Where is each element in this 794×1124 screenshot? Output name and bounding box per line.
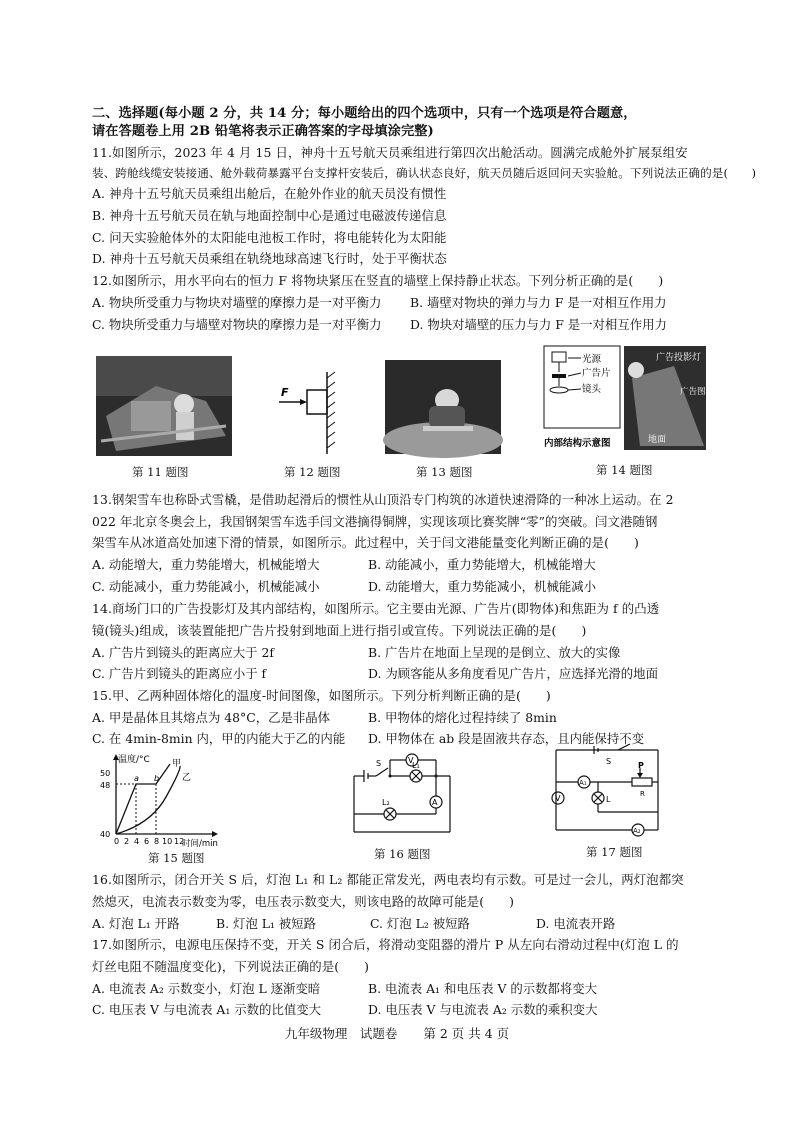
q16-stem-1: 16.如图所示，闭合开关 S 后，灯泡 L₁ 和 L₂ 都能正常发光，两电表均有示数。可是过一会儿，两灯泡都突	[92, 872, 684, 887]
fig15-xlabel: 时间/min	[182, 839, 218, 849]
fig17-caption: 第 17 题图	[586, 845, 643, 859]
q13-option-a: A. 动能增大，重力势能增大，机械能增大	[92, 557, 320, 572]
q16-option-b: B. 灯泡 L₁ 被短路	[216, 916, 317, 931]
fig15-point-a: a	[134, 774, 139, 783]
fig17-slider-label: P	[638, 761, 644, 770]
fig17-switch-label: S	[606, 757, 612, 766]
q12-option-c: C. 物块所受重力与墙壁对物块的摩擦力是一对平衡力	[92, 317, 382, 332]
q13-stem-2: 022 年北京冬奥会上，我国钢架雪车选手闫文港摘得铜牌，实现该项比赛奖牌“零”的突破。闫文港随钢	[92, 514, 658, 529]
fig15-curve-yi	[116, 766, 180, 834]
q17-option-c: C. 电压表 V 与电流表 A₁ 示数的比值变大	[92, 1002, 322, 1017]
section-header-line-1: 二、选择题(每小题 2 分，共 14 分；每小题给出的四个选项中，只有一个选项是符合题意，	[92, 106, 637, 121]
fig13-photo	[385, 360, 501, 454]
q11-option-a: A. 神舟十五号航天员乘组出舱后，在舱外作业的航天员没有惯性	[92, 186, 447, 201]
q16-option-c: C. 灯泡 L₂ 被短路	[370, 916, 470, 931]
q17-option-a: A. 电流表 A₂ 示数变小，灯泡 L 逐渐变暗	[92, 981, 321, 996]
fig16-voltmeter-label: V	[408, 756, 414, 765]
q11-option-c: C. 问天实验舱体外的太阳能电池板工作时，将电能转化为太阳能	[92, 230, 447, 245]
fig12-diagram	[275, 372, 345, 454]
q15-option-c: C. 在 4min-8min 内，甲的内能大于乙的内能	[92, 731, 346, 746]
fig12-caption: 第 12 题图	[284, 465, 341, 479]
q14-stem-2: 镜(镜头)组成，该装置能把广告片投射到地面上进行指引或宣传。下列说法正确的是( )	[92, 623, 587, 638]
q12-stem: 12.如图所示，用水平向右的恒力 F 将物块紧压在竖直的墙壁上保持静止状态。下列分析正确的是( )	[92, 273, 664, 288]
q11-stem-2: 装、跨舱线缆安装接通、舱外载荷暴露平台支撑杆安装后，确认状态良好，航天员随后返回问天实验舱。下列说法正确的是( )	[92, 166, 757, 180]
q12-option-d: D. 物块对墙壁的压力与力 F 是一对相互作用力	[410, 317, 667, 332]
fig17-resistor-label: R	[640, 790, 645, 798]
q14-option-c: C. 广告片到镜头的距离应小于 f	[92, 666, 267, 681]
fig12-force-label: F	[281, 386, 289, 399]
fig14-ground-label: 地面	[648, 435, 667, 445]
fig16-l1-label: L₁	[412, 761, 420, 770]
q13-option-d: D. 动能增大，重力势能减小，机械能减小	[368, 579, 597, 594]
fig15-ytick-40: 40	[100, 830, 111, 839]
q13-stem-1: 13.钢架雪车也称卧式雪橇，是借助起滑后的惯性从山顶沿专门构筑的冰道快速滑降的一种冰上运动。在 2	[92, 492, 674, 507]
q16-stem-2: 然熄灭，电流表示数变为零，电压表示数变大，则该电路的故障可能是( )	[92, 894, 515, 909]
page-footer	[0, 1024, 794, 1042]
q17-stem-2: 灯丝电阻不随温度变化)，下列说法正确的是( )	[92, 959, 370, 974]
q17-stem-1: 17.如图所示，电源电压保持不变，开关 S 闭合后，将滑动变阻器的滑片 P 从左向右滑动过程中(灯泡 L 的	[92, 937, 679, 952]
fig14-film-label: 广告片	[582, 368, 611, 379]
fig16-caption: 第 16 题图	[374, 847, 431, 861]
fig14-inner-caption: 内部结构示意图	[544, 438, 611, 449]
fig15-xtick-2: 2	[124, 837, 130, 846]
q15-option-d: D. 甲物体在 ab 段是固液共存态，且内能保持不变	[368, 731, 644, 746]
fig14-pattern-label: 广告图标	[680, 387, 715, 397]
footer-page-number: 第 2 页 共 4 页	[423, 1026, 510, 1041]
q16-option-d: D. 电流表开路	[536, 916, 616, 931]
q13-option-b: B. 动能减小，重力势能增大，机械能增大	[368, 557, 596, 572]
fig17-voltmeter-label: V	[555, 794, 561, 803]
fig17-ammeter2-label: A₂	[633, 827, 641, 835]
q14-option-b: B. 广告片在地面上呈现的是倒立、放大的实像	[368, 645, 621, 660]
q14-stem-1: 14.商场门口的广告投影灯及其内部结构，如图所示。它主要由光源、广告片(即物体)和焦距为 f 的凸透	[92, 601, 660, 616]
q13-option-c: C. 动能减小，重力势能减小，机械能减小	[92, 579, 320, 594]
fig17-ammeter1-label: A₁	[579, 779, 587, 787]
q11-option-b: B. 神舟十五号航天员在轨与地面控制中心是通过电磁波传递信息	[92, 208, 447, 223]
q11-stem-1: 11.如图所示，2023 年 4 月 15 日，神舟十五号航天员乘组进行第四次出舱活动。圆满完成舱外扩展泵组安	[92, 145, 688, 160]
fig16-ammeter-label: A	[432, 798, 438, 807]
q15-stem: 15.甲、乙两种固体熔化的温度-时间图像，如图所示。下列分析判断正确的是( )	[92, 688, 551, 703]
q12-option-a: A. 物块所受重力与物块对墙壁的摩擦力是一对平衡力	[92, 295, 382, 310]
q17-option-b: B. 电流表 A₁ 和电压表 V 的示数都将变大	[368, 981, 598, 996]
fig16-l2-label: L₂	[382, 798, 390, 807]
fig16-circuit	[350, 752, 460, 840]
fig15-caption: 第 15 题图	[148, 851, 205, 865]
q13-stem-3: 架雪车从冰道高处加速下滑的情景，如图所示。此过程中，关于闫文港能量变化判断正确的是( )	[92, 535, 639, 550]
fig14-figure	[544, 346, 715, 450]
footer-subject: 九年级物理 试题卷	[284, 1026, 398, 1041]
fig15-xtick-10: 10	[162, 837, 173, 846]
fig14-light-label: 光源	[582, 354, 602, 365]
fig15-label-jia: 甲	[172, 759, 182, 769]
fig15-label-yi: 乙	[182, 773, 192, 783]
fig15-xtick-8: 8	[154, 837, 160, 846]
q14-option-a: A. 广告片到镜头的距离应大于 2f	[92, 645, 274, 660]
q15-option-a: A. 甲是晶体且其熔点为 48°C，乙是非晶体	[92, 710, 331, 725]
fig15-ylabel: 温度/°C	[118, 755, 150, 765]
fig15-xtick-4: 4	[134, 837, 140, 846]
fig14-lamp-label: 广告投影灯	[656, 353, 702, 363]
section-header-line-2: 请在答题卷上用 2B 铅笔将表示正确答案的字母填涂完整)	[92, 124, 434, 139]
fig15-point-b: b	[154, 774, 160, 783]
q12-option-b: B. 墙壁对物块的弹力与力 F 是一对相互作用力	[410, 295, 667, 310]
fig17-lamp-label: L	[606, 795, 611, 804]
fig13-caption: 第 13 题图	[416, 465, 473, 479]
fig15-curve-jia	[116, 764, 170, 834]
fig15-xtick-6: 6	[144, 837, 150, 846]
q16-option-a: A. 灯泡 L₁ 开路	[92, 916, 180, 931]
fig14-caption: 第 14 题图	[596, 463, 653, 477]
fig15-xtick-0: 0	[114, 837, 120, 846]
fig11-photo	[96, 356, 232, 456]
fig16-switch-label: S	[376, 759, 382, 768]
q17-option-d: D. 电压表 V 与电流表 A₂ 示数的乘积变大	[368, 1002, 598, 1017]
fig15-graph	[96, 752, 236, 848]
fig11-caption: 第 11 题图	[132, 465, 189, 479]
fig15-ytick-50: 50	[100, 769, 111, 778]
q14-option-d: D. 为顾客能从多角度看见广告片，应选择光滑的地面	[368, 666, 658, 681]
q11-option-d: D. 神舟十五号航天员乘组在轨绕地球高速飞行时，处于平衡状态	[92, 251, 447, 266]
q15-option-b: B. 甲物体的熔化过程持续了 8min	[368, 710, 557, 725]
fig14-lens-label: 镜头	[582, 384, 602, 395]
fig15-ytick-48: 48	[100, 781, 111, 790]
fig15-xtick-12: 12	[174, 837, 185, 846]
fig17-circuit	[548, 746, 668, 838]
